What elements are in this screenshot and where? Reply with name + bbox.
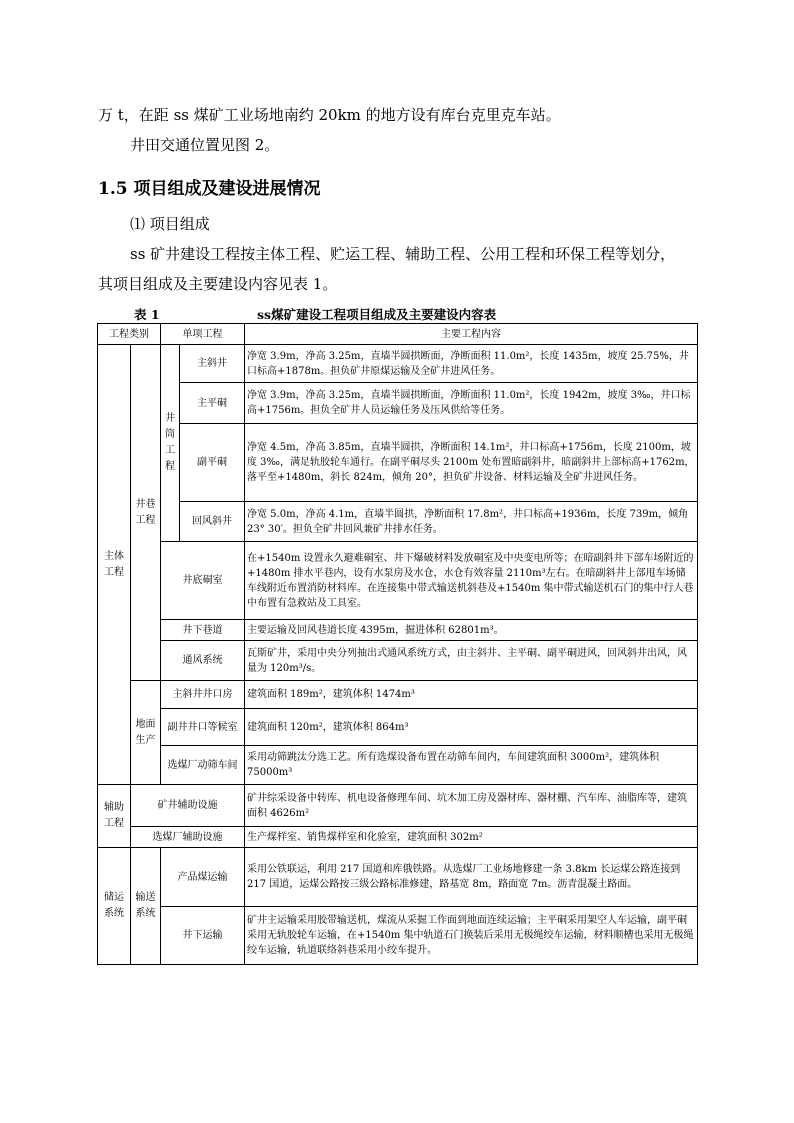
table-row [98, 620, 698, 641]
paragraph-line-1: 万 t，在距 ss 煤矿工业场地南约 20km 的地方设有库台克里克车站。 [98, 106, 561, 124]
cell-content: 采用公铁联运，利用 217 国道和库俄铁路。从选煤厂工业场地修建一条 3.8km 长运煤公路连接到 217 国道，运煤公路按三级公路标准修建，路基宽 8m，路面宽 7m。沥青混凝土路面。 [245, 848, 698, 907]
cell-content: 净宽 3.9m，净高 3.25m，直墙半圆拱断面，净断面积 11.0m²，长度 1435m，坡度 25.75%，井口标高+1878m。担负矿井原煤运输及全矿井进风任务。 [245, 345, 698, 383]
cell-content: 矿井主运输采用胶带输送机，煤流从采掘工作面到地面连续运输；主平硐采用架空人车运输，副平硐采用无轨胶轮车运输，在+1540m 集中轨道石门换装后采用无极绳绞车运输，材料顺槽也采用无极绳绞车运输，轨道联络斜巷采用小绞车提升。 [245, 907, 698, 965]
table-row [98, 848, 698, 907]
cell-content: 净宽 3.9m，净高 3.25m，直墙半圆拱断面，净断面积 11.0m²，长度 1942m，坡度 3‰，井口标高+1756m。担负全矿井人员运输任务及压风供给等任务。 [245, 383, 698, 424]
cell-name: 副井井口等候室 [161, 709, 245, 746]
table-row [98, 424, 698, 502]
group-storage: 储运系统 [98, 848, 131, 965]
paragraph-line-3a: ss 矿井建设工程按主体工程、贮运工程、辅助工程、公用工程和环保工程等划分， [130, 245, 676, 263]
table-row [98, 907, 698, 965]
header-category: 工程类别 [98, 324, 161, 345]
cell-content: 矿井综采设备中转库、机电设备修理车间、坑木加工房及器材库、器材棚、汽车库、油脂库等，建筑面积 4626m² [245, 785, 698, 827]
table-row [98, 709, 698, 746]
cell-content: 净宽 4.5m，净高 3.85m，直墙半圆拱，净断面积 14.1m²，井口标高+1756m，长度 2100m，坡度 3‰，满足轨胶轮车通行。在副平硐尽头 2100m 处布置暗副斜井，暗副斜井上部标高+1762m，落平至+1480m，斜长 824m，倾角 20°，担负矿井设备、材料运输及全矿井进风任务。 [245, 424, 698, 502]
table-row [98, 502, 698, 542]
cell-content: 采用动筛跳汰分选工艺。所有选煤设备布置在动筛车间内，车间建筑面积 3000m²，建筑体积 75000m³ [245, 746, 698, 785]
group-jingtong: 井筒工程 [161, 345, 180, 542]
cell-name: 主斜井井口房 [161, 681, 245, 709]
cell-content: 瓦斯矿井，采用中央分列抽出式通风系统方式，由主斜井、主平硐、副平硐进风，回风斜井出风，风量为 120m³/s。 [245, 641, 698, 681]
cell-content: 建筑面积 120m²，建筑体积 864m³ [245, 709, 698, 746]
cell-name: 井下运输 [161, 907, 245, 965]
table-row [98, 746, 698, 785]
table-header-row [98, 324, 698, 345]
cell-name: 选煤厂动筛车间 [161, 746, 245, 785]
table-row [98, 345, 698, 383]
cell-name: 回风斜井 [180, 502, 245, 542]
group-aux: 辅助工程 [98, 785, 131, 848]
header-content: 主要工程内容 [245, 324, 698, 345]
cell-content: 生产煤样室、销售煤样室和化验室，建筑面积 302m² [245, 827, 698, 848]
cell-name: 选煤厂辅助设施 [131, 827, 245, 848]
subsection-heading: ⑴ 项目组成 [130, 215, 210, 233]
cell-name: 主斜井 [180, 345, 245, 383]
project-table [97, 323, 698, 965]
table-row [98, 827, 698, 848]
table-caption-number: 表 1 [134, 307, 160, 322]
table-row [98, 681, 698, 709]
cell-content: 主要运输及回风巷道长度 4395m，掘进体积 62801m³。 [245, 620, 698, 641]
table-row [98, 542, 698, 620]
paragraph-line-3b: 其项目组成及主要建设内容见表 1。 [98, 275, 338, 293]
cell-content: 在+1540m 设置永久避难硐室、井下爆破材料发放硐室及中央变电所等；在暗副斜井下部车场附近的+1480m 排水平巷内，设有水泵房及水仓，水仓有效容量 2110m³左右。在暗副斜井上部甩车场储车线附近布置消防材料库。在连接集中带式输送机斜巷及+1540m 集中带式输送机石门的集中行人巷中布置有急救站及工具室。 [245, 542, 698, 620]
header-single: 单项工程 [161, 324, 245, 345]
group-transport: 输送系统 [131, 848, 161, 965]
group-main: 主体工程 [98, 345, 131, 785]
cell-name: 井底硐室 [161, 542, 245, 620]
table-row [98, 383, 698, 424]
cell-name: 产品煤运输 [161, 848, 245, 907]
table-caption-title: ss煤矿建设工程项目组成及主要建设内容表 [257, 307, 497, 322]
paragraph-figure-ref: 井田交通位置见图 2。 [130, 136, 280, 154]
cell-content: 建筑面积 189m²，建筑体积 1474m³ [245, 681, 698, 709]
cell-name: 通风系统 [161, 641, 245, 681]
cell-name: 主平硐 [180, 383, 245, 424]
group-dimian: 地面生产 [131, 681, 161, 785]
cell-name: 井下巷道 [161, 620, 245, 641]
cell-name: 副平硐 [180, 424, 245, 502]
cell-content: 净宽 5.0m，净高 4.1m，直墙半圆拱，净断面积 17.8m²，井口标高+1936m，长度 739m，倾角 23° 30′。担负全矿井回风兼矿井排水任务。 [245, 502, 698, 542]
table-row [98, 785, 698, 827]
cell-name: 矿井辅助设施 [131, 785, 245, 827]
group-jinghang: 井巷工程 [131, 345, 161, 681]
section-heading: 1.5 项目组成及建设进展情况 [98, 179, 321, 199]
table-row [98, 641, 698, 681]
